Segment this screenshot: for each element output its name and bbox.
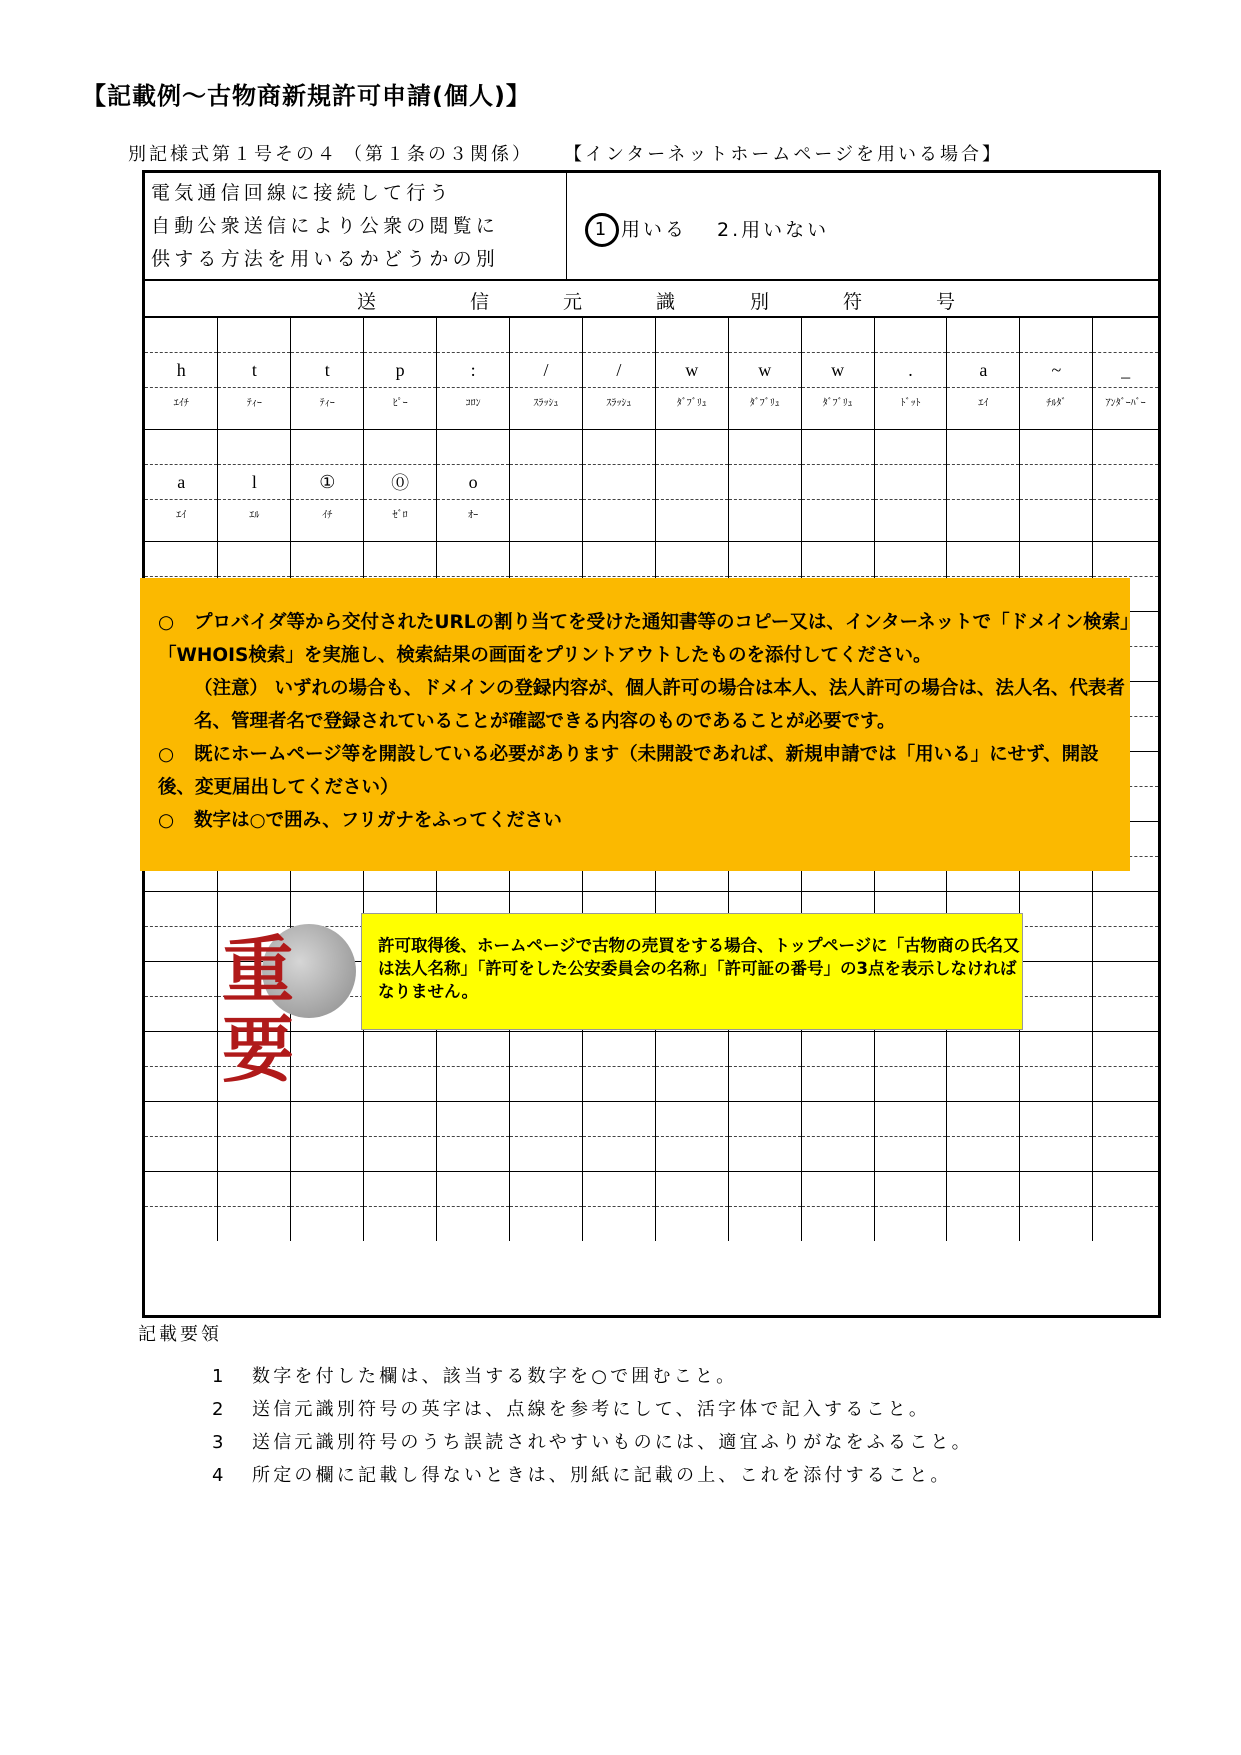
kana-cell[interactable] [582,500,655,542]
blank-cell[interactable] [1093,430,1158,465]
question-row [145,173,1158,281]
char-cell[interactable]: p [364,353,437,388]
kana-cell[interactable] [655,500,728,542]
blank-cell[interactable] [437,1172,510,1207]
blank-cell[interactable] [1093,318,1158,353]
blank-cell[interactable] [728,430,801,465]
blank-cell[interactable] [655,542,728,577]
blank-cell[interactable] [437,1137,510,1172]
kana-cell[interactable] [1020,500,1093,542]
blank-cell[interactable] [218,318,291,353]
blank-cell[interactable] [728,1207,801,1242]
blank-cell[interactable] [364,542,437,577]
selected-option-circle[interactable]: 1 [585,213,619,247]
header-char: 別 [750,291,770,313]
blank-cell[interactable] [801,1207,874,1242]
char-cell[interactable]: h [145,353,218,388]
kana-row [145,500,1158,542]
blank-cell[interactable] [874,1137,947,1172]
kana-cell[interactable]: ｴｲ [145,500,218,542]
kana-cell[interactable]: ｲﾁ [291,500,364,542]
kana-cell[interactable]: ｴｲﾁ [145,388,218,430]
blank-cell[interactable] [1093,927,1158,962]
char-cell[interactable]: ① [291,465,364,500]
kana-cell[interactable] [728,500,801,542]
form-header [128,140,1003,166]
blank-cell[interactable] [801,1032,874,1067]
blank-cell[interactable] [655,318,728,353]
blank-cell[interactable] [728,1067,801,1102]
instruction-item: 1 数字を付した欄は、該当する数字を○で囲むこと。 [212,1366,738,1387]
instruction-item: 3 送信元識別符号のうち誤読されやすいものには、適宜ふりがなをふること。 [212,1432,973,1453]
blank-cell[interactable] [1020,318,1093,353]
blank-cell[interactable] [582,1172,655,1207]
kana-cell[interactable]: ﾀﾞﾌﾞﾘｭ [801,388,874,430]
char-cell[interactable]: w [728,353,801,388]
instruction-item: 4 所定の欄に記載し得ないときは、別紙に記載の上、これを添付すること。 [212,1465,952,1486]
kana-row [145,388,1158,430]
kana-cell[interactable]: ﾄﾞｯﾄ [874,388,947,430]
blank-cell[interactable] [874,1172,947,1207]
blank-cell[interactable] [364,1207,437,1242]
blank-cell[interactable] [655,1172,728,1207]
blank-cell[interactable] [510,318,583,353]
question-line: 電気通信回線に接続して行う [151,182,453,204]
sender-id-header [145,281,1158,317]
blank-cell[interactable] [218,1102,291,1137]
blank-cell[interactable] [510,1102,583,1137]
blank-cell[interactable] [1093,962,1158,997]
blank-cell[interactable] [510,1137,583,1172]
char-cell[interactable]: / [582,353,655,388]
blank-cell[interactable] [145,430,218,465]
blank-cell[interactable] [1020,1102,1093,1137]
blank-row [145,1137,1158,1172]
char-cell[interactable]: t [291,353,364,388]
blank-cell[interactable] [728,542,801,577]
char-cell[interactable]: / [510,353,583,388]
blank-cell[interactable] [1093,997,1158,1032]
kana-cell[interactable] [874,500,947,542]
blank-cell[interactable] [582,1207,655,1242]
instruction-item: 2 送信元識別符号の英字は、点線を参考にして、活字体で記入すること。 [212,1399,931,1420]
blank-cell[interactable] [655,1207,728,1242]
blank-cell[interactable] [655,1032,728,1067]
blank-cell[interactable] [947,1172,1020,1207]
blank-row [145,318,1158,353]
header-char: 元 [563,291,583,313]
blank-row [145,1172,1158,1207]
kana-cell[interactable]: ﾀﾞﾌﾞﾘｭ [728,388,801,430]
blank-cell[interactable] [145,927,218,962]
blank-cell[interactable] [728,1032,801,1067]
blank-cell[interactable] [874,318,947,353]
blank-cell[interactable] [801,1137,874,1172]
char-cell[interactable] [874,465,947,500]
blank-cell[interactable] [728,1102,801,1137]
blank-cell[interactable] [947,430,1020,465]
blank-cell[interactable] [364,1172,437,1207]
header-char: 号 [936,291,956,313]
blank-cell[interactable] [145,542,218,577]
blank-cell[interactable] [437,1032,510,1067]
instructions-title: 記載要領 [138,1324,222,1345]
blank-cell[interactable] [801,1172,874,1207]
char-cell[interactable] [1093,465,1158,500]
blank-cell[interactable] [582,430,655,465]
blank-cell[interactable] [947,1137,1020,1172]
blank-cell[interactable] [728,318,801,353]
char-cell[interactable]: w [801,353,874,388]
blank-cell[interactable] [1093,1137,1158,1172]
blank-cell[interactable] [364,318,437,353]
blank-cell[interactable] [801,1067,874,1102]
blank-cell[interactable] [510,1067,583,1102]
question-line: 自動公衆送信により公衆の閲覧に [151,215,500,237]
blank-cell[interactable] [145,1102,218,1137]
notice-caution: （注意） いずれの場合も、ドメインの登録内容が、個人許可の場合は本人、法人許可の場合は、法人名、代表者名、管理者名で登録されていることが確認できる内容のものであることが必要です。 [194,678,1125,732]
blank-cell[interactable] [291,1172,364,1207]
char-cell[interactable]: a [947,353,1020,388]
blank-row [145,430,1158,465]
blank-cell[interactable] [1093,1102,1158,1137]
kana-cell[interactable]: ｱﾝﾀﾞｰﾊﾞｰ [1093,388,1158,430]
blank-cell[interactable] [1020,430,1093,465]
blank-cell[interactable] [510,430,583,465]
blank-cell[interactable] [218,430,291,465]
blank-cell[interactable] [1020,892,1093,927]
header-char: 信 [470,291,490,313]
important-notice-text: 許可取得後、ホームページで古物の売買をする場合、トップページに「古物商の氏名又は法人名称」「許可をした公安委員会の名称」「許可証の番号」の3点を表示しなければなりません。 [378,936,1020,1001]
kana-cell[interactable]: ｺﾛﾝ [437,388,510,430]
char-cell[interactable] [728,465,801,500]
blank-cell[interactable] [947,1067,1020,1102]
blank-cell[interactable] [437,542,510,577]
blank-cell[interactable] [874,1207,947,1242]
header-char: 識 [656,291,676,313]
blank-cell[interactable] [1020,962,1093,997]
kana-cell[interactable] [510,500,583,542]
badge-text: 重要 [222,927,293,1092]
blank-cell[interactable] [1093,892,1158,927]
blank-cell[interactable] [437,318,510,353]
char-cell[interactable]: w [655,353,728,388]
blank-cell[interactable] [582,542,655,577]
answer-options [585,213,829,247]
blank-cell[interactable] [947,542,1020,577]
option-not-use[interactable]: 2.用いない [717,218,830,241]
kana-cell[interactable]: ﾃｨｰ [218,388,291,430]
blank-cell[interactable] [145,1207,218,1242]
blank-cell[interactable] [947,318,1020,353]
kana-cell[interactable]: ｴｲ [947,388,1020,430]
char-cell[interactable]: o [437,465,510,500]
char-cell[interactable] [582,465,655,500]
blank-cell[interactable] [145,1032,218,1067]
blank-cell[interactable] [801,1102,874,1137]
blank-cell[interactable] [437,430,510,465]
kana-cell[interactable] [1093,500,1158,542]
blank-cell[interactable] [874,1102,947,1137]
blank-cell[interactable] [1093,1067,1158,1102]
blank-cell[interactable] [437,1207,510,1242]
blank-cell[interactable] [218,542,291,577]
notice-item: 数字は○で囲み、フリガナをふってください [194,810,562,831]
kana-cell[interactable]: ｾﾞﾛ [364,500,437,542]
blank-cell[interactable] [874,430,947,465]
blank-cell[interactable] [1020,927,1093,962]
blank-cell[interactable] [145,318,218,353]
kana-cell[interactable] [801,500,874,542]
blank-cell[interactable] [145,1172,218,1207]
bullet: ○ [158,744,175,765]
blank-cell[interactable] [1020,1137,1093,1172]
notice-item: プロバイダ等から交付されたURLの割り当てを受けた通知書等のコピー又は、インターネットで「ドメイン検索」「WHOIS検索」を実施し、検索結果の画面をプリントアウトしたものを添付してください。 [158,612,1130,666]
blank-cell[interactable] [145,1067,218,1102]
blank-cell[interactable] [364,1102,437,1137]
blank-cell[interactable] [364,430,437,465]
important-notice [361,913,1023,1030]
header-char: 符 [843,291,863,313]
blank-cell[interactable] [728,1137,801,1172]
blank-cell[interactable] [291,1207,364,1242]
char-cell[interactable]: ⓪ [364,465,437,500]
blank-cell[interactable] [801,430,874,465]
blank-cell[interactable] [145,892,218,927]
char-cell[interactable]: a [145,465,218,500]
important-badge [222,920,356,1092]
blank-cell[interactable] [582,1067,655,1102]
blank-cell[interactable] [510,1207,583,1242]
kana-cell[interactable]: ｵｰ [437,500,510,542]
char-cell[interactable]: . [874,353,947,388]
char-cell[interactable] [1020,465,1093,500]
header-char: 送 [357,291,377,313]
char-row [145,353,1158,388]
blank-cell[interactable] [291,430,364,465]
form-relation: （第１条の３関係） [344,144,533,165]
blank-cell[interactable] [218,1172,291,1207]
blank-cell[interactable] [655,1137,728,1172]
blank-cell[interactable] [1093,1207,1158,1242]
char-row [145,465,1158,500]
blank-cell[interactable] [582,1102,655,1137]
blank-cell[interactable] [655,430,728,465]
char-cell[interactable]: t [218,353,291,388]
blank-cell[interactable] [655,1102,728,1137]
blank-cell[interactable] [801,318,874,353]
kana-cell[interactable]: ﾋﾟｰ [364,388,437,430]
blank-cell[interactable] [145,962,218,997]
blank-cell[interactable] [874,542,947,577]
blank-row [145,1207,1158,1242]
char-cell[interactable] [655,465,728,500]
char-cell[interactable] [510,465,583,500]
blank-cell[interactable] [437,1067,510,1102]
blank-cell[interactable] [1020,542,1093,577]
blank-cell[interactable] [218,1207,291,1242]
blank-cell[interactable] [364,1067,437,1102]
notice-item: 既にホームページ等を開設している必要があります（未開設であれば、新規申請では「用いる」にせず、開設後、変更届出してください） [158,744,1099,798]
char-cell[interactable] [801,465,874,500]
blank-cell[interactable] [582,318,655,353]
option-use-label[interactable]: 用いる [621,218,688,241]
page-title: 【記載例～古物商新規許可申請(個人)】 [82,82,531,110]
blank-cell[interactable] [947,1032,1020,1067]
kana-cell[interactable]: ｴﾙ [218,500,291,542]
blank-cell[interactable] [874,1067,947,1102]
blank-row [145,1102,1158,1137]
blank-cell[interactable] [1020,1207,1093,1242]
kana-cell[interactable]: ﾁﾙﾀﾞ [1020,388,1093,430]
blank-cell[interactable] [728,1172,801,1207]
blank-cell[interactable] [145,997,218,1032]
char-cell[interactable]: l [218,465,291,500]
blank-cell[interactable] [1020,1067,1093,1102]
blank-cell[interactable] [947,1102,1020,1137]
char-cell[interactable]: _ [1093,353,1158,388]
question-cell [145,173,567,279]
blank-cell[interactable] [1093,542,1158,577]
blank-row [145,542,1158,577]
bullet: ○ [158,612,175,633]
blank-cell[interactable] [291,1137,364,1172]
blank-cell[interactable] [582,1032,655,1067]
kana-cell[interactable]: ｽﾗｯｼｭ [582,388,655,430]
blank-cell[interactable] [291,1102,364,1137]
form-note: 【インターネットホームページを用いる場合】 [573,144,1004,165]
kana-cell[interactable]: ﾃｨｰ [291,388,364,430]
char-cell[interactable] [947,465,1020,500]
blank-cell[interactable] [874,1032,947,1067]
kana-cell[interactable]: ｽﾗｯｼｭ [510,388,583,430]
bullet: ○ [158,810,175,831]
kana-cell[interactable]: ﾀﾞﾌﾞﾘｭ [655,388,728,430]
blank-cell[interactable] [1093,1172,1158,1207]
blank-cell[interactable] [510,1172,583,1207]
question-line: 供する方法を用いるかどうかの別 [151,248,500,270]
blank-cell[interactable] [437,1102,510,1137]
blank-cell[interactable] [655,1067,728,1102]
blank-cell[interactable] [218,1137,291,1172]
char-cell[interactable]: ~ [1020,353,1093,388]
blank-cell[interactable] [145,1137,218,1172]
char-cell[interactable]: : [437,353,510,388]
instructions [138,1320,973,1492]
blank-cell[interactable] [947,1207,1020,1242]
blank-cell[interactable] [291,542,364,577]
blank-cell[interactable] [364,1137,437,1172]
form-id: 別記様式第１号その４ [128,144,338,165]
notice-box [140,578,1130,871]
blank-cell[interactable] [510,542,583,577]
blank-cell[interactable] [364,1032,437,1067]
blank-cell[interactable] [582,1137,655,1172]
blank-cell[interactable] [801,542,874,577]
blank-cell[interactable] [1093,1032,1158,1067]
blank-cell[interactable] [1020,997,1093,1032]
blank-cell[interactable] [1020,1172,1093,1207]
blank-cell[interactable] [1020,1032,1093,1067]
blank-cell[interactable] [291,318,364,353]
kana-cell[interactable] [947,500,1020,542]
blank-cell[interactable] [510,1032,583,1067]
